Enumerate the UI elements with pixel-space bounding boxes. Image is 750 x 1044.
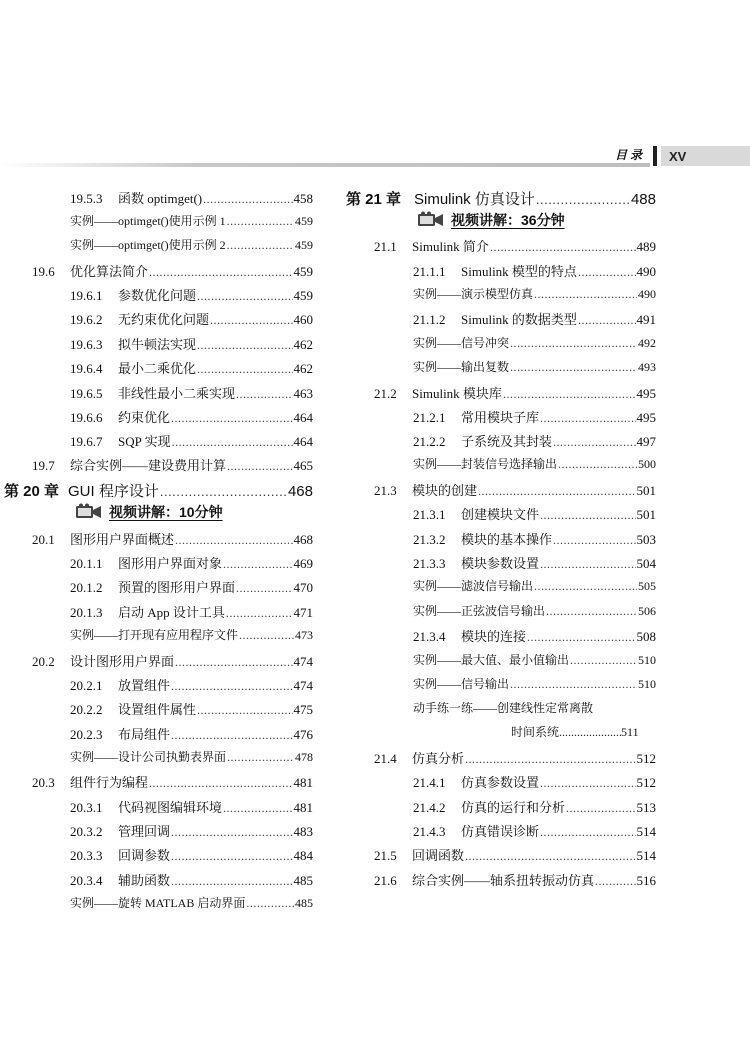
leader-dots	[478, 484, 635, 499]
toc-entry-number: 19.6	[32, 264, 55, 279]
toc-page-number: 484	[293, 848, 313, 863]
toc-entry-title: 启动 App 设计工具	[118, 605, 225, 620]
leader-dots	[553, 533, 635, 548]
toc-entry-number: 19.6.2	[70, 312, 103, 327]
toc-subsection-entry[interactable]	[70, 383, 313, 403]
toc-entry-number: 21.2	[374, 386, 397, 401]
toc-subsection-entry[interactable]	[70, 309, 313, 329]
toc-page-number: 491	[636, 312, 656, 327]
leader-dots	[171, 874, 292, 889]
toc-entry-number: 19.6.4	[70, 361, 103, 376]
toc-entry-title: 图形用户界面对象	[118, 556, 223, 571]
toc-entry-number: 20.2	[32, 654, 55, 669]
toc-page-number: 463	[293, 386, 313, 401]
video-camera-icon	[417, 211, 445, 229]
toc-subsection-entry[interactable]	[70, 675, 313, 695]
toc-entry-title: 模块参数设置	[461, 556, 540, 571]
toc-entry-title: 组件行为编程	[70, 775, 149, 790]
toc-subsection-entry[interactable]	[413, 431, 656, 451]
toc-example-entry[interactable]	[413, 334, 656, 354]
toc-subsection-entry[interactable]	[70, 285, 313, 305]
toc-page-number: 471	[293, 605, 313, 620]
toc-entry-title: Simulink 仿真设计	[414, 191, 535, 208]
leader-dots	[223, 557, 292, 572]
toc-entry-number: 21.2.2	[413, 434, 446, 449]
leader-dots	[510, 677, 637, 692]
leader-dots	[171, 411, 292, 426]
toc-subsection-entry[interactable]	[413, 309, 656, 329]
toc-entry-number: 20.2.2	[70, 702, 103, 717]
toc-entry-title: 实例——optimget()使用示例 2	[70, 238, 226, 252]
toc-page-number: 474	[293, 678, 313, 693]
toc-entry-number: 21.3	[374, 483, 397, 498]
leader-dots	[534, 287, 637, 302]
toc-page-number: 473	[295, 628, 313, 642]
toc-page-number: 459	[293, 288, 313, 303]
toc-chapter-entry[interactable]	[4, 480, 313, 500]
toc-entry-title: Simulink 简介	[412, 239, 489, 254]
toc-example-entry[interactable]	[70, 212, 313, 232]
toc-entry-title: 参数优化问题	[118, 288, 197, 303]
video-camera-icon	[75, 503, 103, 521]
toc-subsection-entry[interactable]	[70, 699, 313, 719]
toc-entry-title: 放置组件	[118, 678, 171, 693]
toc-subsection-entry[interactable]	[70, 821, 313, 841]
toc-section-entry[interactable]	[32, 651, 313, 671]
toc-entry-number: 20.3.4	[70, 873, 103, 888]
running-header-title: 目录	[615, 148, 646, 162]
toc-subsection-entry[interactable]	[413, 821, 656, 841]
leader-dots	[559, 725, 621, 740]
toc-entry-title: 综合实例——建设费用计算	[70, 458, 227, 473]
leader-dots	[570, 653, 637, 668]
toc-entry-number: 19.5.3	[70, 191, 103, 206]
toc-entry-title-continued: 时间系统	[511, 725, 560, 739]
leader-dots	[578, 265, 636, 280]
toc-entry-title: 管理回调	[118, 824, 171, 839]
toc-subsection-entry[interactable]	[70, 407, 313, 427]
toc-entry-title: 预置的图形用户界面	[118, 580, 236, 595]
toc-example-entry[interactable]	[413, 358, 656, 378]
running-header-page-number: XV	[661, 146, 750, 166]
toc-example-entry[interactable]	[70, 626, 313, 646]
leader-dots	[226, 606, 293, 621]
toc-entry-number: 21.4.3	[413, 824, 446, 839]
toc-subsection-entry[interactable]	[70, 358, 313, 378]
toc-entry-title: 模块的连接	[461, 629, 527, 644]
toc-page-number: 505	[638, 579, 656, 593]
leader-dots	[227, 214, 294, 229]
toc-entry-number: 19.7	[32, 458, 55, 473]
toc-entry-title: 仿真错误诊断	[461, 824, 540, 839]
toc-chapter-entry[interactable]	[346, 188, 656, 208]
toc-page-number: 506	[638, 604, 656, 618]
toc-page-number: 503	[636, 532, 656, 547]
toc-section-entry[interactable]	[374, 383, 656, 403]
toc-example-entry[interactable]	[413, 651, 656, 671]
toc-entry-number: 19.6.5	[70, 386, 103, 401]
toc-page-number: 460	[293, 312, 313, 327]
toc-entry-number: 19.6.7	[70, 434, 103, 449]
leader-dots	[510, 360, 637, 375]
toc-page-number: 462	[293, 361, 313, 376]
toc-entry-title: 辅助函数	[118, 873, 171, 888]
toc-page-number: 481	[293, 800, 313, 815]
toc-page-number: 469	[293, 556, 313, 571]
toc-entry-title: 实例——输出复数	[413, 360, 510, 374]
toc-entry-title: 仿真参数设置	[461, 775, 540, 790]
toc-entry-title: 优化算法简介	[70, 264, 149, 279]
leader-dots	[160, 484, 287, 499]
toc-section-entry[interactable]	[32, 455, 313, 475]
toc-entry-number: 20.2.3	[70, 727, 103, 742]
leader-dots	[540, 825, 635, 840]
toc-entry-number: 21.1.1	[413, 264, 446, 279]
toc-section-entry[interactable]	[32, 772, 313, 792]
toc-entry-title: 子系统及其封装	[461, 434, 553, 449]
toc-page-number: 512	[636, 775, 656, 790]
toc-subsection-entry[interactable]	[70, 845, 313, 865]
toc-entry-title: 实例——正弦波信号输出	[413, 604, 546, 618]
toc-page-number: 514	[636, 848, 656, 863]
toc-entry-number: 20.1.3	[70, 605, 103, 620]
toc-entry-title: 代码视图编辑环境	[118, 800, 223, 815]
toc-page-number: 508	[636, 629, 656, 644]
toc-entry-title: Simulink 的数据类型	[461, 312, 577, 327]
toc-page-number: 464	[293, 410, 313, 425]
toc-page-number: 481	[293, 775, 313, 790]
toc-page-number: 485	[295, 896, 313, 910]
toc-entry-number: 21.3.3	[413, 556, 446, 571]
toc-page-number: 478	[295, 750, 313, 764]
leader-dots	[197, 703, 292, 718]
toc-entry-title: 动手练一练——创建线性定常离散	[413, 701, 594, 715]
leader-dots	[546, 604, 637, 619]
toc-page-number: 459	[293, 264, 313, 279]
toc-entry-title: 模块的基本操作	[461, 532, 553, 547]
leader-dots	[527, 630, 635, 645]
toc-page-number: 493	[638, 360, 656, 374]
toc-subsection-entry[interactable]	[70, 724, 313, 744]
toc-example-entry[interactable]	[413, 455, 656, 475]
toc-entry-number: 20.1	[32, 532, 55, 547]
video-lecture-text: 视频讲解：36分钟	[451, 212, 565, 228]
toc-page-number: 495	[636, 410, 656, 425]
toc-page-number: 465	[293, 458, 313, 473]
toc-entry-title: 实例——旋转 MATLAB 启动界面	[70, 896, 246, 910]
toc-entry-title: 最小二乘优化	[118, 361, 197, 376]
toc-entry-number: 21.6	[374, 873, 397, 888]
leader-dots	[227, 238, 294, 253]
toc-page-number: 470	[293, 580, 313, 595]
leader-dots	[540, 411, 635, 426]
toc-section-entry[interactable]	[374, 236, 656, 256]
toc-page-number: 501	[636, 507, 656, 522]
toc-page-number: 510	[638, 677, 656, 691]
toc-entry-title: 实例——设计公司执勤表界面	[70, 750, 227, 764]
toc-section-entry[interactable]	[32, 529, 313, 549]
leader-dots	[540, 557, 635, 572]
leader-dots	[595, 874, 635, 889]
header-divider	[653, 146, 657, 166]
leader-dots	[534, 579, 637, 594]
toc-subsection-entry[interactable]	[413, 504, 656, 524]
video-lecture-label[interactable]	[417, 210, 565, 230]
leader-dots	[239, 628, 294, 643]
toc-page-number: 500	[638, 457, 656, 471]
toc-entry-number: 21.1	[374, 239, 397, 254]
toc-entry-title: GUI 程序设计	[68, 483, 159, 500]
leader-dots	[510, 336, 637, 351]
toc-entry-continuation[interactable]	[511, 723, 639, 740]
toc-entry-number: 21.3.1	[413, 507, 446, 522]
toc-entry-title: 布局组件	[118, 727, 171, 742]
toc-entry-number: 第 20 章	[4, 483, 60, 500]
toc-entry-number: 20.3.1	[70, 800, 103, 815]
toc-page-number: 475	[293, 702, 313, 717]
toc-entry-title: 实例——信号冲突	[413, 336, 510, 350]
toc-subsection-entry[interactable]	[70, 797, 313, 817]
toc-page-number: 510	[638, 653, 656, 667]
toc-entry-number: 19.6.6	[70, 410, 103, 425]
toc-entry-title: 无约束优化问题	[118, 312, 210, 327]
leader-dots	[197, 338, 292, 353]
toc-page-number: 490	[638, 287, 656, 301]
toc-entry-number: 19.6.3	[70, 337, 103, 352]
toc-entry-number: 21.2.1	[413, 410, 446, 425]
toc-section-entry[interactable]	[32, 261, 313, 281]
leader-dots	[553, 435, 635, 450]
toc-page-number: 468	[287, 483, 313, 500]
toc-entry-title: 仿真的运行和分析	[461, 800, 566, 815]
leader-dots	[227, 459, 292, 474]
toc-page-number: 483	[293, 824, 313, 839]
leader-dots	[558, 457, 637, 472]
header-rule	[0, 163, 650, 167]
toc-entry-number: 21.5	[374, 848, 397, 863]
toc-page-number: 497	[636, 434, 656, 449]
toc-page-number: 458	[293, 191, 313, 206]
toc-example-entry[interactable]	[413, 285, 656, 305]
toc-page-number: 464	[293, 434, 313, 449]
leader-dots	[465, 849, 635, 864]
leader-dots	[465, 752, 635, 767]
leader-dots	[149, 776, 292, 791]
toc-subsection-entry[interactable]	[70, 870, 313, 890]
toc-section-entry[interactable]	[374, 748, 656, 768]
toc-example-entry[interactable]	[70, 894, 313, 914]
toc-subsection-entry[interactable]	[70, 431, 313, 451]
toc-entry-number: 21.3.2	[413, 532, 446, 547]
toc-page-number: 462	[293, 337, 313, 352]
toc-entry-title: 非线性最小二乘实现	[118, 386, 236, 401]
toc-entry-title: 实例——最大值、最小值输出	[413, 653, 570, 667]
leader-dots	[578, 313, 636, 328]
video-lecture-text: 视频讲解：10分钟	[109, 504, 223, 520]
leader-dots	[540, 508, 635, 523]
toc-entry-title: 设计图形用户界面	[70, 654, 175, 669]
toc-page-number: 474	[293, 654, 313, 669]
toc-subsection-entry[interactable]	[413, 797, 656, 817]
toc-page-number: 468	[293, 532, 313, 547]
leader-dots	[236, 387, 292, 402]
toc-section-entry[interactable]	[374, 845, 656, 865]
toc-example-entry[interactable]	[413, 577, 656, 597]
leader-dots	[227, 750, 294, 765]
leader-dots	[223, 801, 292, 816]
leader-dots	[171, 728, 292, 743]
toc-example-entry[interactable]	[70, 748, 313, 768]
leader-dots	[175, 655, 292, 670]
toc-subsection-entry[interactable]	[413, 261, 656, 281]
toc-page-number: 511	[621, 725, 639, 739]
toc-entry-number: 21.1.2	[413, 312, 446, 327]
toc-entry-title: SQP 实现	[118, 434, 171, 449]
toc-subsection-entry[interactable]	[413, 529, 656, 549]
toc-section-entry[interactable]	[374, 870, 656, 890]
toc-subsection-entry[interactable]	[413, 626, 656, 646]
toc-page-number: 490	[636, 264, 656, 279]
toc-entry-title: 实例——演示模型仿真	[413, 287, 534, 301]
toc-example-entry[interactable]	[413, 699, 656, 719]
leader-dots	[171, 825, 292, 840]
toc-subsection-entry[interactable]	[70, 577, 313, 597]
leader-dots	[172, 435, 293, 450]
toc-page-number: 504	[636, 556, 656, 571]
toc-entry-title: 拟牛顿法实现	[118, 337, 197, 352]
toc-entry-number: 20.2.1	[70, 678, 103, 693]
leader-dots	[490, 240, 636, 255]
toc-subsection-entry[interactable]	[413, 407, 656, 427]
leader-dots	[540, 776, 635, 791]
leader-dots	[197, 362, 292, 377]
toc-entry-number: 第 21 章	[346, 191, 402, 208]
leader-dots	[171, 849, 292, 864]
toc-subsection-entry[interactable]	[70, 188, 313, 208]
video-lecture-label[interactable]	[75, 502, 223, 522]
toc-entry-title: 常用模块子库	[461, 410, 540, 425]
toc-page-number: 485	[293, 873, 313, 888]
toc-entry-title: 实例——打开现有应用程序文件	[70, 628, 239, 642]
toc-entry-number: 21.4	[374, 751, 397, 766]
toc-page-number: 495	[636, 386, 656, 401]
leader-dots	[149, 265, 292, 280]
leader-dots	[197, 289, 292, 304]
leader-dots	[536, 192, 630, 207]
leader-dots	[566, 801, 635, 816]
toc-page-number: 476	[293, 727, 313, 742]
toc-page-number: 501	[636, 483, 656, 498]
toc-page-number: 488	[630, 191, 656, 208]
toc-entry-title: 函数 optimget()	[118, 191, 203, 206]
toc-entry-title: 回调函数	[412, 848, 465, 863]
toc-entry-title: 创建模块文件	[461, 507, 540, 522]
toc-entry-title: 实例——optimget()使用示例 1	[70, 214, 226, 228]
toc-section-entry[interactable]	[374, 480, 656, 500]
toc-subsection-entry[interactable]	[413, 553, 656, 573]
toc-subsection-entry[interactable]	[70, 553, 313, 573]
toc-page-number: 459	[295, 238, 313, 252]
toc-page-number: 516	[636, 873, 656, 888]
toc-subsection-entry[interactable]	[70, 602, 313, 622]
toc-page-number: 514	[636, 824, 656, 839]
toc-page-number: 512	[636, 751, 656, 766]
toc-page-number: 459	[295, 214, 313, 228]
toc-entry-title: Simulink 模块库	[412, 386, 502, 401]
toc-entry-title: 仿真分析	[412, 751, 465, 766]
toc-entry-number: 21.3.4	[413, 629, 446, 644]
leader-dots	[236, 581, 292, 596]
toc-entry-title: 图形用户界面概述	[70, 532, 175, 547]
toc-entry-title: 设置组件属性	[118, 702, 197, 717]
toc-entry-title: 约束优化	[118, 410, 171, 425]
toc-entry-title: 综合实例——轴系扭转振动仿真	[412, 873, 595, 888]
leader-dots	[503, 387, 636, 402]
toc-entry-title: 实例——封装信号选择输出	[413, 457, 558, 471]
toc-entry-title: Simulink 模型的特点	[461, 264, 577, 279]
leader-dots	[246, 896, 294, 911]
toc-entry-number: 20.1.1	[70, 556, 103, 571]
toc-example-entry[interactable]	[70, 236, 313, 256]
toc-entry-title: 实例——信号输出	[413, 677, 510, 691]
toc-page-number: 489	[636, 239, 656, 254]
leader-dots	[203, 192, 292, 207]
toc-subsection-entry[interactable]	[70, 334, 313, 354]
toc-entry-number: 20.3.3	[70, 848, 103, 863]
toc-entry-title: 实例——滤波信号输出	[413, 579, 534, 593]
toc-entry-number: 21.4.2	[413, 800, 446, 815]
toc-entry-number: 20.1.2	[70, 580, 103, 595]
leader-dots	[175, 533, 292, 548]
leader-dots	[171, 679, 292, 694]
toc-entry-number: 19.6.1	[70, 288, 103, 303]
toc-subsection-entry[interactable]	[413, 772, 656, 792]
toc-entry-title: 回调参数	[118, 848, 171, 863]
toc-entry-number: 20.3	[32, 775, 55, 790]
toc-example-entry[interactable]	[413, 675, 656, 695]
toc-example-entry[interactable]	[413, 602, 656, 622]
toc-entry-title: 模块的创建	[412, 483, 478, 498]
toc-entry-number: 21.4.1	[413, 775, 446, 790]
toc-page-number: 492	[638, 336, 656, 350]
toc-page-number: 513	[636, 800, 656, 815]
toc-entry-number: 20.3.2	[70, 824, 103, 839]
leader-dots	[210, 313, 292, 328]
